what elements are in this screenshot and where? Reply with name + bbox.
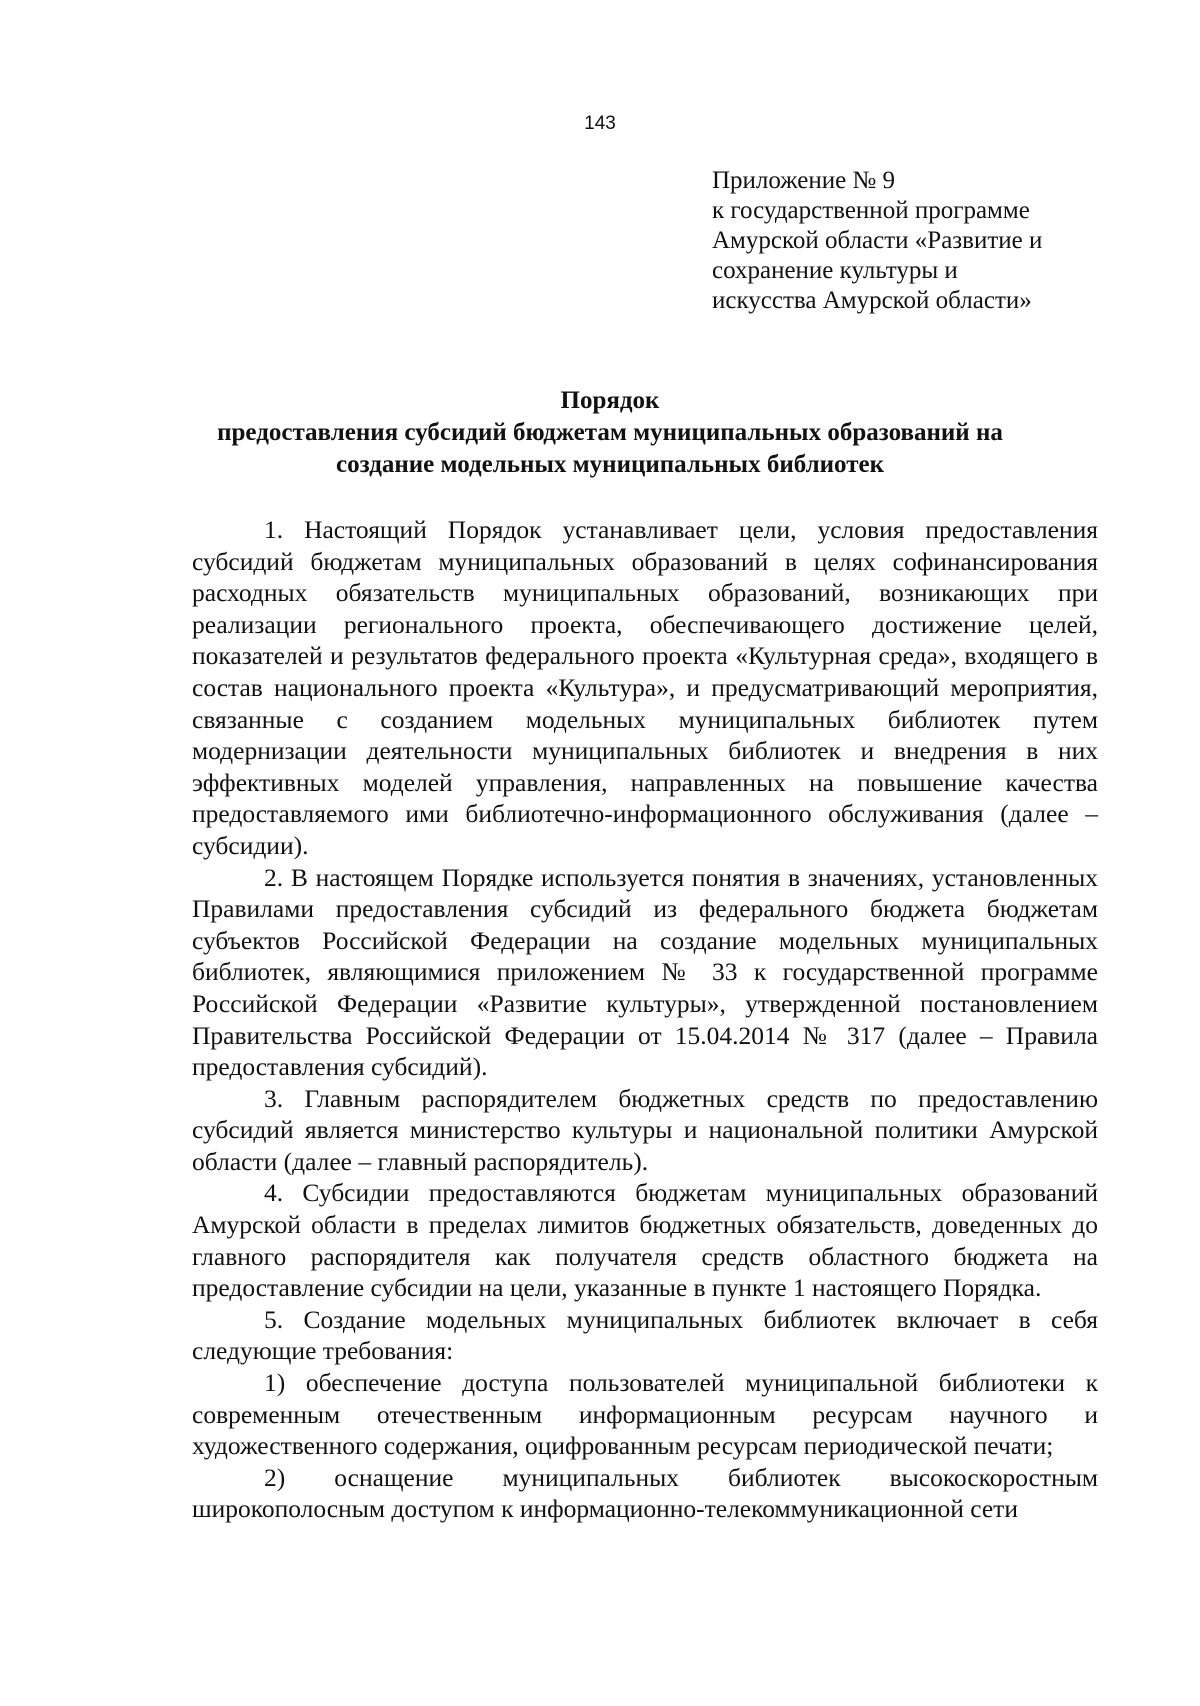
appendix-line: к государственной программе: [712, 197, 1030, 224]
paragraph-5-item-1: 1) обеспечение доступа пользователей муниципальной библиотеки к современным отечественным информационным ресурсам научного и художественного содержания, оцифрованным ресурсам периодической печати;: [192, 1368, 1098, 1461]
paragraph-1: 1. Настоящий Порядок устанавливает цели, условия предоставления субсидий бюджетам муниципальных образований в целях софинансирования расходных обязательств муниципальных образований, возникающих при реализации регионального проекта, обеспечивающего достижение целей, показателей и результатов федерального проекта «Культурная среда», входящего в состав национального проекта «Культура», и предусматривающий мероприятия, связанные с созданием модельных муниципальных библиотек путем модернизации деятельности муниципальных библиотек и внедрения в них эффективных моделей управления, направленных на повышение качества предоставляемого ими библиотечно-информационного обслуживания (далее – субсидии).: [192, 515, 1098, 860]
appendix-line: Приложение № 9: [712, 167, 896, 194]
title-heading: Порядок: [560, 387, 660, 414]
paragraph-2: 2. В настоящем Порядке используется понятия в значениях, установленных Правилами предоставления субсидий из федерального бюджета бюджетам субъектов Российской Федерации на создание модельных муниципальных библиотек, являющимися приложением № 33 к государственной программе Российской Федерации «Развитие культуры», утвержденной постановлением Правительства Российской Федерации от 15.04.2014 № 317 (далее – Правила предоставления субсидий).: [192, 862, 1098, 1082]
document-title: [150, 385, 1070, 481]
appendix-line: искусства Амурской области»: [712, 287, 1032, 314]
appendix-reference: [712, 166, 1112, 316]
paragraph-5: 5. Создание модельных муниципальных библиотек включает в себя следующие требования:: [192, 1304, 1098, 1366]
appendix-line: Амурской области «Развитие и: [712, 227, 1043, 254]
paragraph-4: 4. Субсидии предоставляются бюджетам муниципальных образований Амурской области в пределах лимитов бюджетных обязательств, доведенных до главного распорядителя как получателя средств областного бюджета на предоставление субсидии на цели, указанные в пункте 1 настоящего Порядка.: [192, 1178, 1098, 1303]
title-line: создание модельных муниципальных библиотек: [336, 451, 884, 478]
title-line: предоставления субсидий бюджетам муниципальных образований на: [217, 419, 1003, 446]
appendix-line: сохранение культуры и: [712, 257, 958, 284]
document-body: [192, 514, 1098, 1525]
page-number: 143: [584, 113, 616, 134]
paragraph-5-item-2: 2) оснащение муниципальных библиотек высокоскоростным широкополосным доступом к информационно-телекоммуникационной сети: [192, 1462, 1098, 1524]
paragraph-3: 3. Главным распорядителем бюджетных средств по предоставлению субсидий является министерство культуры и национальной политики Амурской области (далее – главный распорядитель).: [192, 1083, 1098, 1176]
